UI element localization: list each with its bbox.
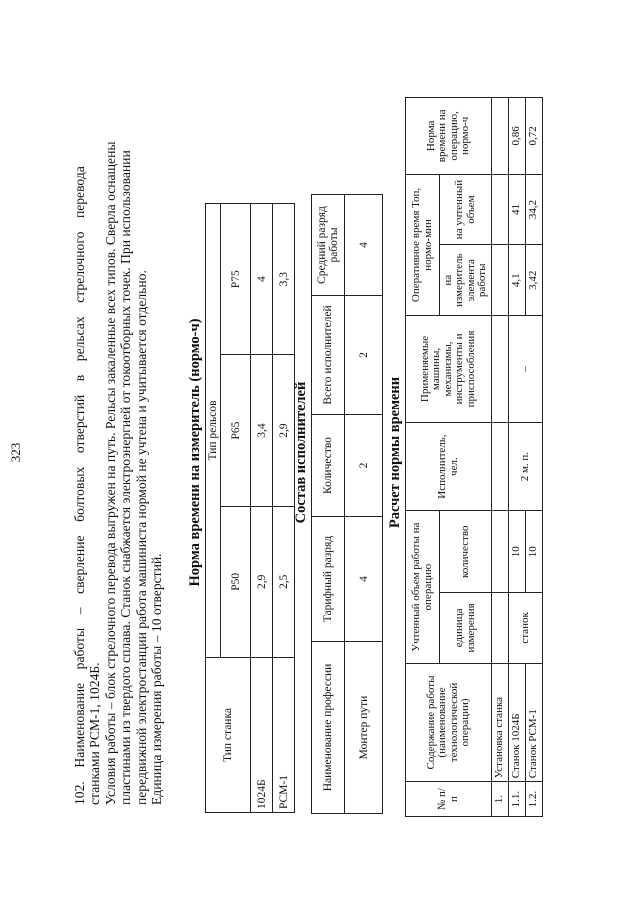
volume-header: Учтенный объем работы на операцию (406, 511, 440, 663)
table-row (345, 195, 383, 814)
work-conditions-line-3: передвижной электростанции работа машиниста нормой не учтена и учитывается отдельно. (133, 270, 149, 805)
per-volume-header: на учтенный объем (440, 174, 492, 245)
norm-value: 4 (251, 204, 273, 355)
per-unit-header: на измеритель элемента работы (440, 245, 492, 316)
crew-quantity: 2 (345, 415, 383, 517)
crew-table-heading: Состав исполнителей (293, 381, 309, 524)
content-header: Содержание работы (наименование технологической операции) (406, 663, 492, 781)
qty-header: количество (440, 511, 492, 593)
work-conditions-line-1: Условия работы – блок стрелочного перевода выгружен на путь. Рельсы закаленные всех типов. Сверла оснащены (102, 141, 118, 805)
machine-name: 1024Б (251, 658, 273, 813)
per-volume-value: 34,2 (526, 174, 543, 245)
operation-name: Станок РСМ-1 (526, 663, 543, 781)
tariff-grade: 4 (345, 517, 383, 642)
per-unit-value: 4,1 (509, 245, 526, 316)
calc-table-heading: Расчет нормы времени (387, 376, 403, 529)
operation-name: Станок 1024Б (509, 663, 526, 781)
machine-name: РСМ-1 (273, 658, 295, 813)
machine-type-header: Тип станка (206, 658, 251, 813)
total-workers: 2 (345, 296, 383, 415)
average-grade: 4 (345, 195, 383, 296)
executor-header: Исполнитель, чел. (406, 422, 492, 511)
work-title-line-1: 102. Наименование работы – сверление болтовых отверстий в рельсах стрелочного перевода (72, 166, 87, 805)
table-row (509, 98, 526, 817)
section-name: Установка станка (492, 663, 509, 781)
norm-value: 2,5 (273, 506, 295, 657)
num-header: № п/п (406, 782, 492, 817)
work-conditions-line-2: пластинами из твердого сплава. Станок снабжается электроэнергией от токоотборных точек. При использовании (118, 150, 134, 805)
norm-header: Норма времени на операцию, нормо-ч (406, 98, 492, 175)
unit-value: станок (509, 593, 543, 664)
norm-value: 3,4 (251, 355, 273, 506)
quantity-header: Количество (312, 415, 345, 517)
work-unit-line: Единица измерения работы – 10 отверстий. (149, 553, 165, 805)
crew-table (311, 194, 383, 814)
row-num: 1.2. (526, 782, 543, 817)
rail-type-r50: Р50 (221, 506, 251, 657)
page-number: 323 (8, 442, 23, 463)
tariff-grade-header: Тарифный разряд (312, 517, 345, 642)
norm-value: 3,3 (273, 204, 295, 355)
per-unit-value: 3,42 (526, 245, 543, 316)
operative-time-header: Оперативное время Топ, нормо-мин (406, 174, 440, 315)
table-row (273, 204, 295, 813)
work-description (72, 65, 164, 805)
total-workers-header: Всего исполнителей (312, 296, 345, 415)
norm-value: 0,86 (509, 98, 526, 175)
qty-value: 10 (509, 511, 526, 593)
rail-type-r65: Р65 (221, 355, 251, 506)
table-row (492, 98, 509, 817)
work-title-line-2: станками РСМ-1, 1024Б. (87, 662, 103, 805)
qty-value: 10 (526, 511, 543, 593)
machines-value: – (509, 316, 543, 423)
row-num: 1.1. (509, 782, 526, 817)
table-row (251, 204, 273, 813)
profession-header: Наименование профессии (312, 642, 345, 814)
calc-table (405, 97, 543, 817)
unit-header: единица измерения (440, 593, 492, 664)
norm-table-heading: Норма времени на измеритель (нормо-ч) (187, 318, 203, 587)
norm-value: 2,9 (273, 355, 295, 506)
norm-table (205, 203, 295, 813)
rail-type-r75: Р75 (221, 204, 251, 355)
norm-value: 0,72 (526, 98, 543, 175)
profession-name: Монтер пути (345, 642, 383, 814)
average-grade-header: Средний разряд работы (312, 195, 345, 296)
per-volume-value: 41 (509, 174, 526, 245)
rail-types-header: Тип рельсов (206, 204, 221, 658)
machines-header: Применяемые машины, механизмы, инструменты и приспособления (406, 316, 492, 423)
executor-value: 2 м. п. (509, 422, 543, 511)
section-num: 1. (492, 782, 509, 817)
norm-value: 2,9 (251, 506, 273, 657)
